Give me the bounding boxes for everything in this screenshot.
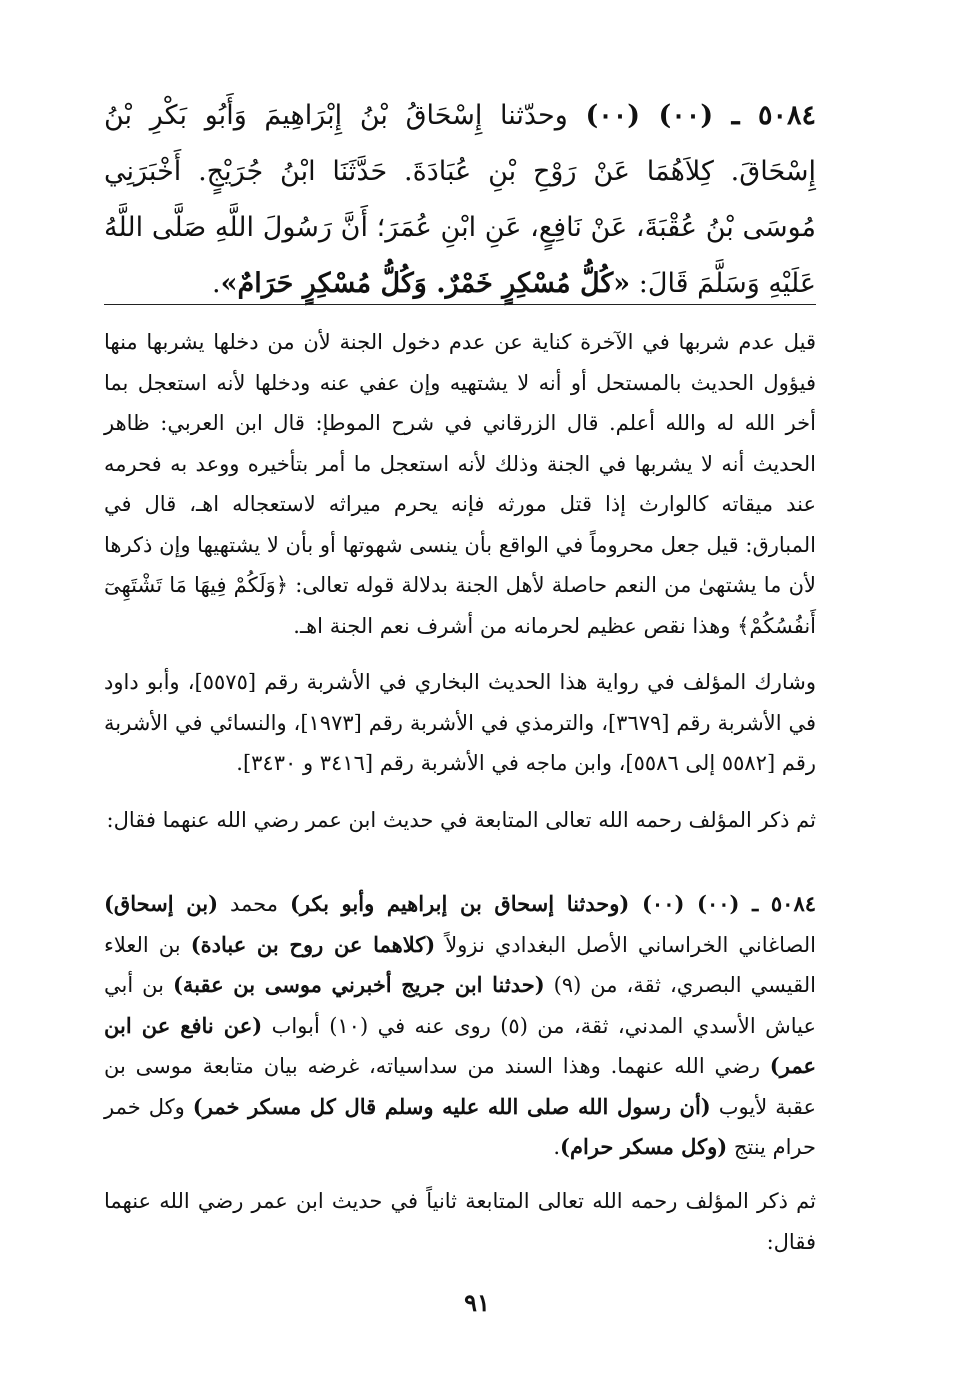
page-number: ٩١ [464,1288,490,1317]
p4-seg-7: بن أبي عياش الأسدي المدني، ثقة، من (٥) روى عنه في (١٠) أبواب [104,973,816,1038]
commentary-paragraph-1: قيل عدم شربها في الآخرة كناية عن عدم دخول الجنة لأن من دخلها يشربها منها فيؤول الحديث بالمستحل أو أنه لا يشتهيه وإن عفي عنه ودخلها لأنه استعجل بما أخر الله له والله أعلم. قال الزرقاني في شرح الموطإ: قال ابن العربي: ظاهر الحديث أنه لا يشربها في الجنة وذلك لأنه استعجل ما أمر بتأخيره ووعد به فحرمه عند ميقاته كالوارث إذا قتل مورثه فإنه يحرم ميراثه لاستعجاله اهـ، قال في المبارق: قيل جعل محروماً في الواقع بأن ينسى شهوتها أو بأن لا يشتهيها وإن ذكرها لأن ما يشتهىٰ من النعم حاصلة لأهل الجنة بدلالة قوله تعالى: ﴿وَلَكُمْ فِيهَا مَا تَشْتَهِىٓ أَنفُسُكُمْ﴾ وهذا نقص عظيم لحرمانه من أشرف نعم الجنة اهـ. [104,330,816,638]
hadith-text [104,88,816,312]
p4-seg-3: الصاغاني الخراساني الأصل البغدادي نزولاً [435,932,816,957]
hadith-chain: وحدّثنا إِسْحَاقُ بْنُ إِبْرَاهِيمَ وَأَبُو بَكْرِ بْنُ إِسْحَاقَ. كِلاَهُمَا عَنْ رَوْحِ بْنِ عُبَادَةَ. حَدَّثَنَا ابْنُ جُرَيْجٍ. أَخْبَرَنِي مُوسَى بْنُ عُقْبَةَ، عَنْ نَافِعٍ، عَنِ ابْنِ عُمَرَ؛ أَنَّ رَسُولَ اللَّهِ صَلَّى اللَّهُ عَلَيْهِ وَسَلَّمَ قَالَ: [104,100,816,299]
p4-seg-9: رضي الله عنهما. وهذا السند من سداسياته، غرضه بيان متابعة موسى بن عقبة لأيوب [104,1054,816,1119]
commentary-paragraph-3: ثم ذكر المؤلف رحمه الله تعالى المتابعة في حديث ابن عمر رضي الله عنهما فقال: [106,808,816,832]
p4-seg-8: (عن نافع عن ابن عمر) [104,1012,816,1078]
p4-seg-4: (كلاهما عن روح بن عبادة) [190,931,436,957]
commentary-paragraph-4 [104,884,816,1168]
hadith-matn: «كُلُّ مُسْكِرٍ خَمْرٌ. وَكُلُّ مُسْكِرٍ حَرَامٌ» [220,268,631,299]
hadith-number: ٥٠٨٤ ـ (٠٠) (٠٠) [585,100,816,131]
p4-seg-5: بن العلاء القيسي البصري، ثقة، من (٩) [104,932,816,997]
p4-seg-2: (بن إسحاق) [104,891,219,916]
p4-seg-11: وكل خمر حرام ينتج [104,1094,816,1159]
p4-seg-0: ٥٠٨٤ ـ (٠٠) (٠٠) (وحدثنا إسحاق بن إبراهيم وأبو بكر) [289,891,817,916]
p4-seg-10: (أن رسول الله صلى الله عليه وسلم قال كل مسكر خمر) [192,1093,711,1119]
p4-seg-12: (وكل مسكر حرام) [560,1134,728,1159]
commentary-paragraph-2: وشارك المؤلف في رواية هذا الحديث البخاري في الأشربة رقم [٥٥٧٥]، وأبو داود في الأشربة رقم [٣٦٧٩]، والترمذي في الأشربة رقم [١٩٧٣]، والنسائي في الأشربة رقم [٥٥٨٢ إلى ٥٥٨٦]، وابن ماجه في الأشربة رقم [٣٤١٦ و ٣٤٣٠]. [104,670,817,775]
p4-seg-13: . [553,1135,561,1159]
p4-seg-1: محمد [218,892,290,916]
separator-line [104,304,816,305]
hadith-end: . [212,268,221,299]
commentary-paragraph-5: ثم ذكر المؤلف رحمه الله تعالى المتابعة ثانياً في حديث ابن عمر رضي الله عنهما فقال: [104,1189,816,1254]
p4-seg-6: (حدثنا ابن جريج أخبرني موسى بن عقبة) [172,972,545,997]
